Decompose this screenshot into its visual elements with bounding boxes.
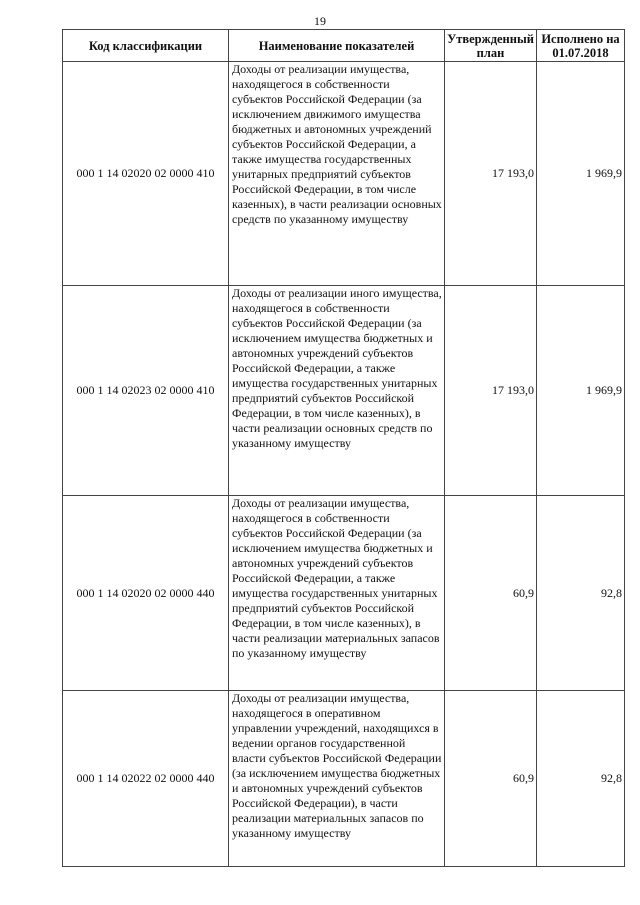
table-row [63, 286, 625, 496]
cell-code: 000 1 14 02022 02 0000 440 [63, 691, 229, 867]
cell-name: Доходы от реализации имущества, находящегося в собственности субъектов Российской Федерации (за исключением имущества бюджетных и автономных учреждений субъектов Российской Федерации, а также имущества государственных унитарных предприятий субъектов Российской Федерации, в том числе казенных), в части реализации материальных запасов по указанному имуществу [229, 496, 445, 691]
header-plan: Утвержденный план [445, 30, 537, 62]
header-code: Код классификации [63, 30, 229, 62]
cell-done: 1 969,9 [537, 62, 625, 286]
cell-plan: 17 193,0 [445, 62, 537, 286]
table-row [63, 62, 625, 286]
cell-done: 1 969,9 [537, 286, 625, 496]
cell-done: 92,8 [537, 691, 625, 867]
cell-plan: 17 193,0 [445, 286, 537, 496]
cell-name: Доходы от реализации иного имущества, находящегося в собственности субъектов Российской Федерации (за исключением имущества бюджетных и автономных учреждений субъектов Российской Федерации, а также имущества государственных унитарных предприятий субъектов Российской Федерации, в том числе казенных), в части реализации основных средств по указанному имуществу [229, 286, 445, 496]
header-name: Наименование показателей [229, 30, 445, 62]
cell-code: 000 1 14 02020 02 0000 410 [63, 62, 229, 286]
cell-name: Доходы от реализации имущества, находящегося в оперативном управлении учреждений, находящихся в ведении органов государственной власти субъектов Российской Федерации (за исключением имущества бюджетных и автономных учреждений субъектов Российской Федерации), в части реализации материальных запасов по указанному имуществу [229, 691, 445, 867]
cell-name: Доходы от реализации имущества, находящегося в собственности субъектов Российской Федерации (за исключением движимого имущества бюджетных и автономных учреждений субъектов Российской Федерации, а также имущества государственных унитарных предприятий субъектов Российской Федерации, в том числе казенных), в части реализации основных средств по указанному имуществу [229, 62, 445, 286]
table-row [63, 691, 625, 867]
header-done: Исполнено на 01.07.2018 [537, 30, 625, 62]
table-header-row [63, 30, 625, 62]
table-row [63, 496, 625, 691]
cell-plan: 60,9 [445, 691, 537, 867]
cell-plan: 60,9 [445, 496, 537, 691]
budget-table [62, 29, 625, 867]
cell-code: 000 1 14 02020 02 0000 440 [63, 496, 229, 691]
cell-code: 000 1 14 02023 02 0000 410 [63, 286, 229, 496]
cell-done: 92,8 [537, 496, 625, 691]
page-number: 19 [314, 14, 326, 28]
